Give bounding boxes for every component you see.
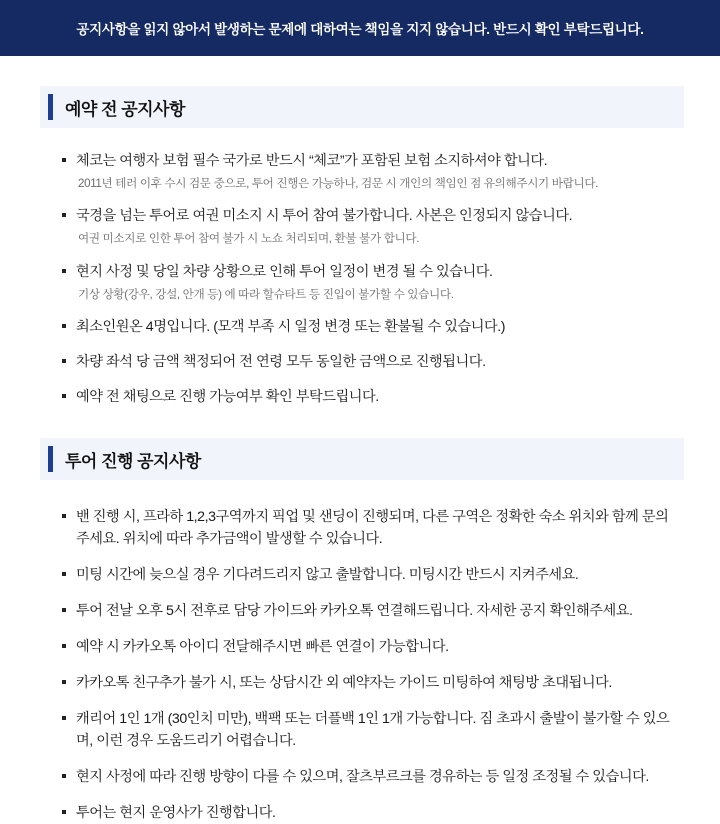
accent-bar-icon bbox=[48, 94, 53, 120]
list-item bbox=[62, 205, 680, 247]
list-item bbox=[62, 386, 680, 408]
list-item-main-text: 카카오톡 친구추가 불가 시, 또는 상담시간 외 예약자는 가이드 미팅하여 채팅방 초대됩니다. bbox=[76, 675, 612, 692]
list-item-main-text: 차량 좌석 당 금액 책정되어 전 연령 모두 동일한 금액으로 진행됩니다. bbox=[76, 354, 486, 371]
list-item-main-text: 밴 진행 시, 프라하 1,2,3구역까지 픽업 및 샌딩이 진행되며, 다른 구역은 정확한 숙소 위치와 함께 문의주세요. 위치에 따라 추가금액이 발생할 수 있습니다. bbox=[76, 509, 669, 548]
section-pre-booking-notice bbox=[0, 86, 720, 408]
list-item-main-text: 현지 사정에 따라 진행 방향이 다를 수 있으며, 잘츠부르크를 경유하는 등 일정 조정될 수 있습니다. bbox=[76, 769, 649, 786]
list-item-main-text: 투어 전날 오후 5시 전후로 담당 가이드와 카카오톡 연결해드립니다. 자세한 공지 확인해주세요. bbox=[76, 603, 633, 620]
list-item-sub-text: 기상 상황(강우, 강설, 안개 등) 에 따라 할슈타트 등 진입이 불가할 수 있습니다. bbox=[78, 287, 454, 301]
section-header-tour-progress bbox=[40, 438, 684, 480]
list-item bbox=[62, 600, 680, 622]
notice-list-tour-progress bbox=[62, 506, 680, 824]
notice-list-pre-booking bbox=[62, 150, 680, 408]
accent-bar-icon bbox=[48, 446, 53, 472]
list-item bbox=[62, 506, 680, 550]
section-title-tour-progress: 투어 진행 공지사항 bbox=[65, 451, 201, 471]
section-title-pre-booking: 예약 전 공지사항 bbox=[65, 99, 185, 119]
top-notice-banner-text: 공지사항을 읽지 않아서 발생하는 문제에 대하여는 책임을 지지 않습니다. 반드시 확인 부탁드립니다. bbox=[76, 22, 644, 37]
list-item bbox=[62, 802, 680, 824]
section-body-pre-booking bbox=[0, 128, 720, 408]
list-item-sub-text: 여권 미소지로 인한 투어 참여 불가 시 노쇼 처리되며, 환불 불가 합니다. bbox=[78, 232, 420, 246]
list-item-main-text: 예약 시 카카오톡 아이디 전달해주시면 빠른 연결이 가능합니다. bbox=[76, 639, 449, 656]
list-item-main-text: 현지 사정 및 당일 차량 상황으로 인해 투어 일정이 변경 될 수 있습니다. bbox=[76, 263, 493, 280]
list-item-main-text: 미팅 시간에 늦으실 경우 기다려드리지 않고 출발합니다. 미팅시간 반드시 지켜주세요. bbox=[76, 567, 579, 584]
list-item bbox=[62, 351, 680, 373]
list-item bbox=[62, 708, 680, 752]
list-item-main-text: 예약 전 채팅으로 진행 가능여부 확인 부탁드립니다. bbox=[76, 389, 379, 406]
list-item-sub-text: 2011년 테러 이후 수시 검문 중으로, 투어 진행은 가능하나, 검문 시 개인의 책임인 점 유의해주시기 바랍니다. bbox=[78, 177, 599, 190]
list-item bbox=[62, 766, 680, 788]
list-item-main-text: 체코는 여행자 보험 필수 국가로 반드시 “체코”가 포함된 보험 소지하셔야 합니다. bbox=[76, 153, 548, 169]
section-tour-progress-notice bbox=[0, 438, 720, 824]
section-header-pre-booking bbox=[40, 86, 684, 128]
notice-page bbox=[0, 86, 720, 824]
list-item bbox=[62, 261, 680, 303]
list-item-main-text: 국경을 넘는 투어로 여권 미소지 시 투어 참여 불가합니다. 사본은 인정되지 않습니다. bbox=[76, 208, 573, 225]
list-item bbox=[62, 316, 680, 338]
list-item bbox=[62, 564, 680, 586]
section-body-tour-progress bbox=[0, 480, 720, 824]
list-item-main-text: 캐리어 1인 1개 (30인치 미만), 백팩 또는 더플백 1인 1개 가능합니다. 짐 초과시 출발이 불가할 수 있으며, 이런 경우 도움드리기 어렵습니다. bbox=[76, 711, 670, 750]
list-item bbox=[62, 672, 680, 694]
list-item bbox=[62, 150, 680, 192]
list-item-main-text: 최소인원온 4명입니다. (모객 부족 시 일정 변경 또는 환불될 수 있습니다.) bbox=[76, 319, 506, 336]
list-item bbox=[62, 636, 680, 658]
top-notice-banner bbox=[0, 0, 720, 56]
list-item-main-text: 투어는 현지 운영사가 진행합니다. bbox=[76, 805, 276, 822]
